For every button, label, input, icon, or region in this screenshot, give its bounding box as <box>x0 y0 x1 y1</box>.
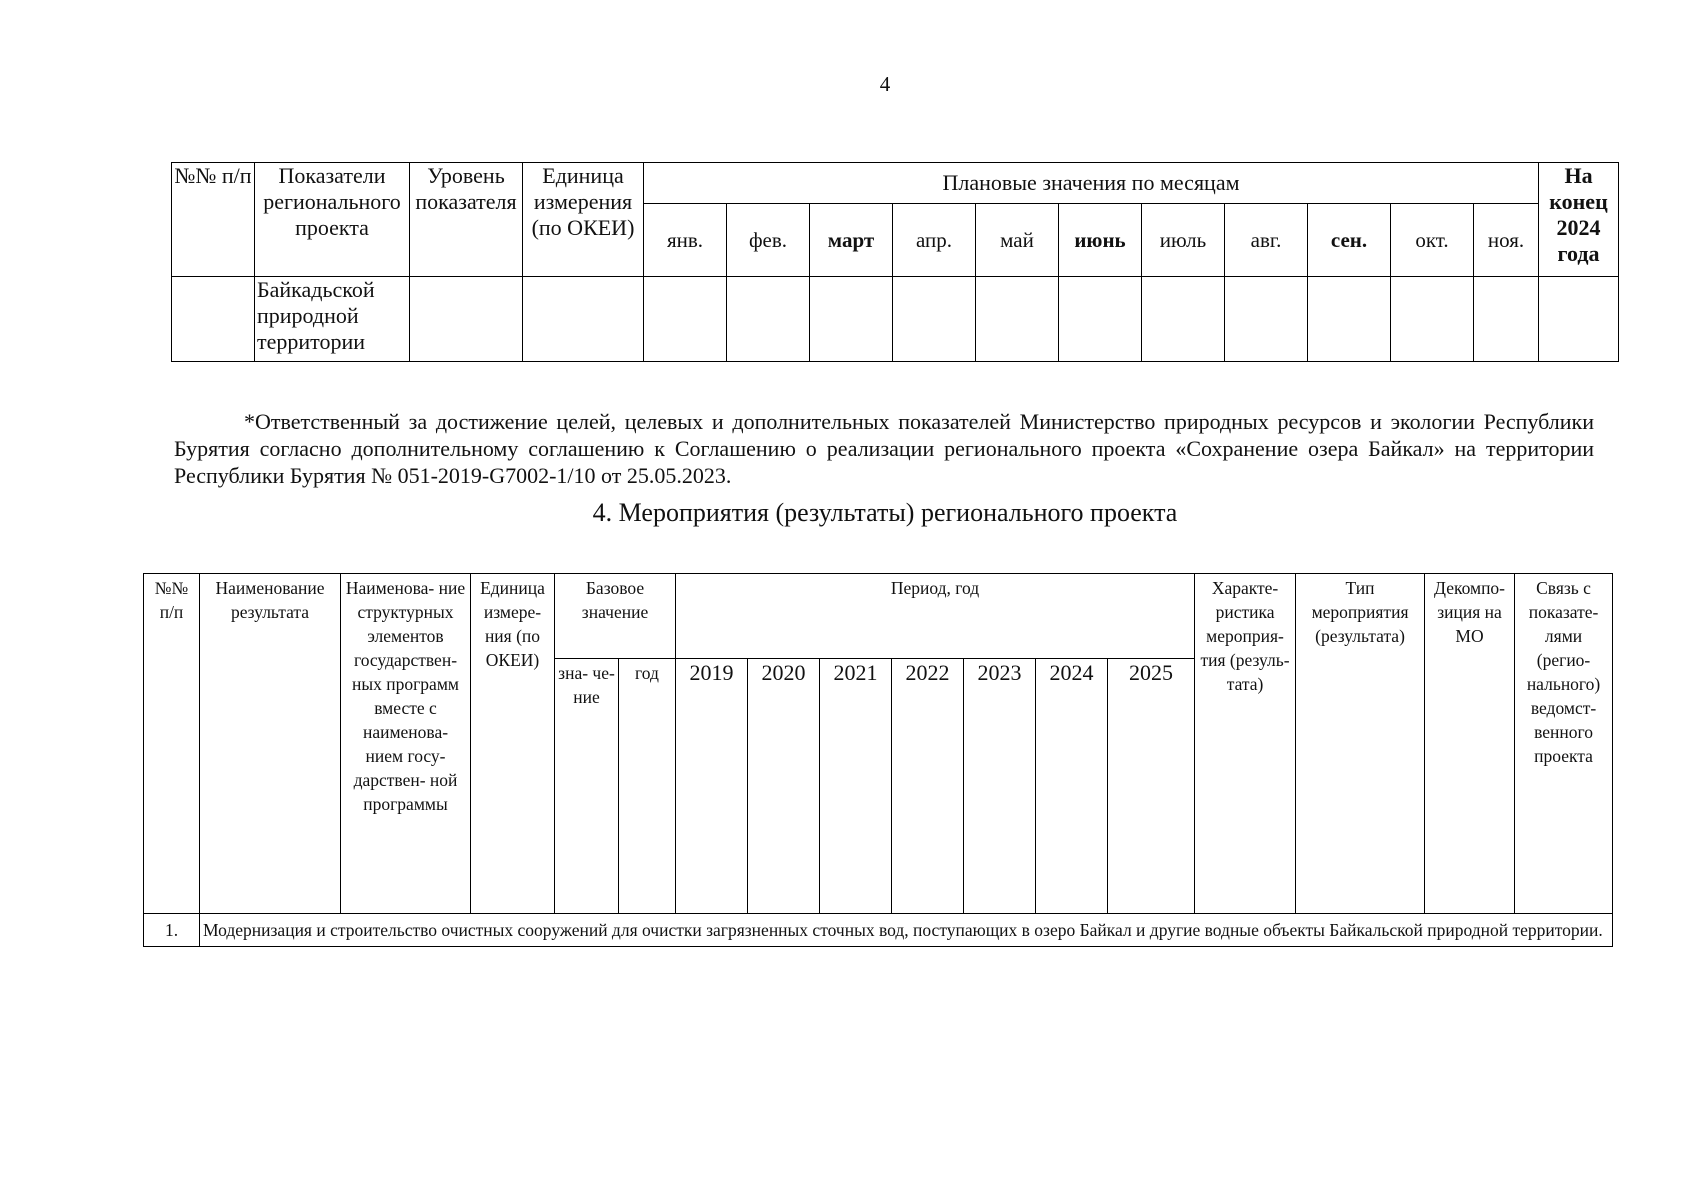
month-cell <box>644 277 727 362</box>
year-header: 2021 <box>820 659 892 914</box>
month-cell <box>1391 277 1474 362</box>
month-cell <box>1225 277 1308 362</box>
month-cell <box>976 277 1059 362</box>
header-base-value: зна- че- ние <box>555 659 619 914</box>
month-cell <box>810 277 893 362</box>
month-cell <box>1059 277 1142 362</box>
month-header: март <box>810 204 893 277</box>
month-header: окт. <box>1391 204 1474 277</box>
header-unit: Единица измерения (по ОКЕИ) <box>523 163 644 277</box>
year-end-cell <box>1539 277 1619 362</box>
month-cell <box>893 277 976 362</box>
year-header: 2024 <box>1036 659 1108 914</box>
table-row <box>172 277 1619 362</box>
row-indicator-cell: Байкадьской природной территории <box>255 277 410 362</box>
row-num-cell: 1. <box>144 914 200 947</box>
month-cell <box>1474 277 1539 362</box>
month-header: авг. <box>1225 204 1308 277</box>
header-unit: Единица измере- ния (по ОКЕИ) <box>471 574 555 914</box>
responsibility-note: *Ответственный за достижение целей, целевых и дополнительных показателей Министерство природных ресурсов и экологии Республики Бурятия согласно дополнительному соглашению к Соглашению о реализации регионального проекта «Сохранение озера Байкал» на территории Республики Бурятия № 051-2019-G7002-1/10 от 25.05.2023. <box>174 409 1594 488</box>
header-level: Уровень показателя <box>410 163 523 277</box>
month-header: май <box>976 204 1059 277</box>
header-decomposition: Декомпо- зиция на МО <box>1425 574 1515 914</box>
month-header: янв. <box>644 204 727 277</box>
header-type: Тип мероприятия (результата) <box>1296 574 1425 914</box>
year-header: 2023 <box>964 659 1036 914</box>
monthly-plan-table <box>171 162 1619 362</box>
month-header: июль <box>1142 204 1225 277</box>
row-description-cell: Модернизация и строительство очистных сооружений для очистки загрязненных сточных вод, поступающих в озеро Байкал и другие водные объекты Байкальской природной территории. <box>200 914 1613 947</box>
year-header: 2020 <box>748 659 820 914</box>
section-title: 4. Мероприятия (результаты) регионального проекта <box>592 498 1178 527</box>
row-unit-cell <box>523 277 644 362</box>
header-period: Период, год <box>676 574 1195 659</box>
year-header: 2022 <box>892 659 964 914</box>
header-indicator: Показатели регионального проекта <box>255 163 410 277</box>
header-link: Связь с показате- лями (регио- нального) ведомст- венного проекта <box>1515 574 1613 914</box>
header-characteristic: Характе- ристика мероприя- тия (резуль- тата) <box>1195 574 1296 914</box>
activities-table <box>143 573 1613 947</box>
year-header: 2019 <box>676 659 748 914</box>
month-header: июнь <box>1059 204 1142 277</box>
header-year-end: На конец 2024 года <box>1539 163 1619 277</box>
header-base: Базовое значение <box>555 574 676 659</box>
header-num: №№ п/п <box>172 163 255 277</box>
month-header: сен. <box>1308 204 1391 277</box>
month-cell <box>1308 277 1391 362</box>
page-number: 4 <box>879 72 891 96</box>
month-cell <box>1142 277 1225 362</box>
month-header: фев. <box>727 204 810 277</box>
table-row <box>144 914 1613 947</box>
header-plan: Плановые значения по месяцам <box>644 163 1539 204</box>
row-level-cell <box>410 277 523 362</box>
month-cell <box>727 277 810 362</box>
year-header: 2025 <box>1108 659 1195 914</box>
header-num: №№ п/п <box>144 574 200 914</box>
row-num-cell <box>172 277 255 362</box>
month-header: ноя. <box>1474 204 1539 277</box>
header-structural-elements: Наименова- ние структурных элементов государствен- ных программ вместе с наименова- нием госу- дарствен- ной программы <box>341 574 471 914</box>
header-result-name: Наименование результата <box>200 574 341 914</box>
month-header: апр. <box>893 204 976 277</box>
header-base-year: год <box>619 659 676 914</box>
